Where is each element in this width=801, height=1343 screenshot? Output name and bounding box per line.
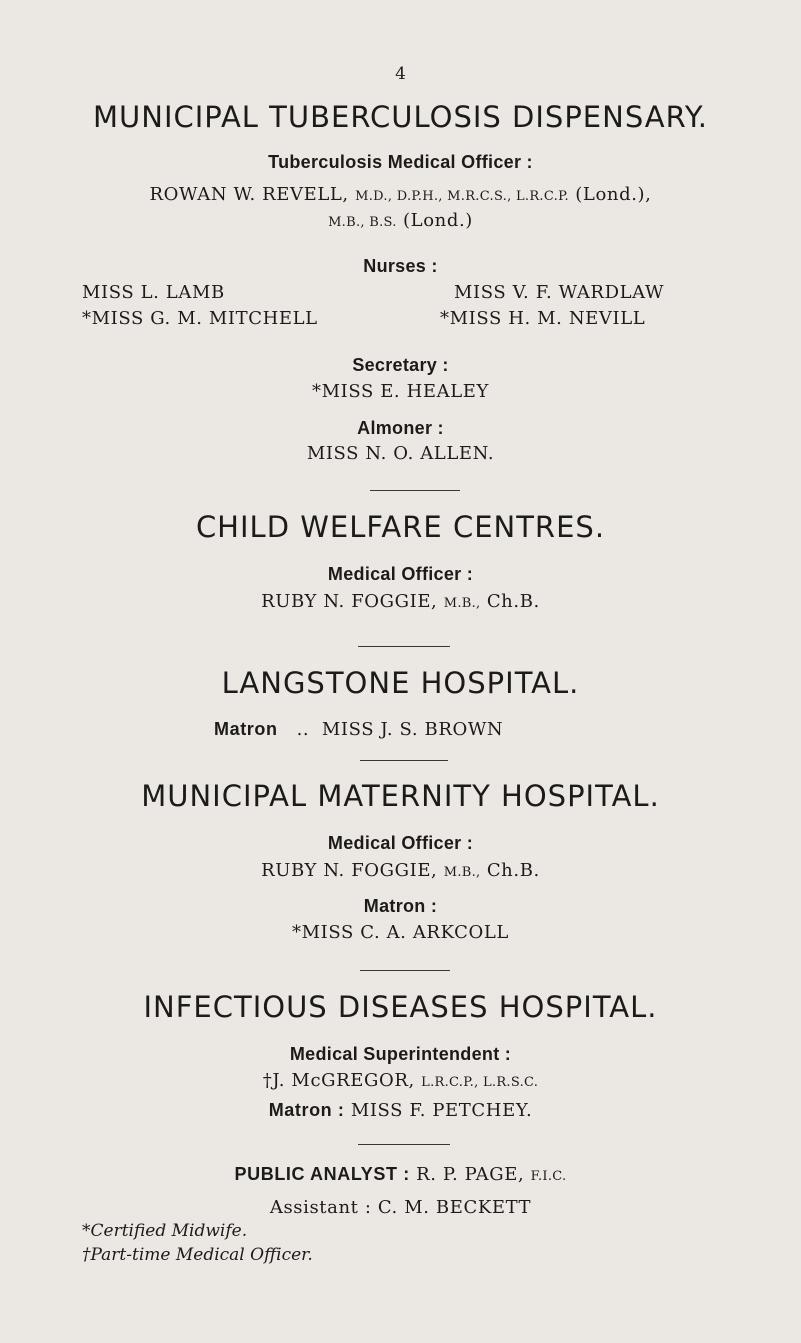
maternity-officer-chb: Ch.B.	[486, 860, 540, 881]
maternity-officer-label: Medical Officer :	[327, 833, 474, 853]
tb-officer-name: ROWAN W. REVELL,	[149, 184, 349, 205]
nurse-name: *MISS G. M. MITCHELL	[82, 308, 318, 329]
tb-dispensary-heading: MUNICIPAL TUBERCULOSIS DISPENSARY.	[93, 100, 708, 134]
maternity-matron-name: *MISS C. A. ARKCOLL	[292, 922, 509, 943]
analyst-quals: F.I.C.	[530, 1169, 567, 1184]
langstone-matron-dots: ..	[296, 719, 310, 740]
infectious-super-line	[0, 1070, 801, 1091]
tb-officer-line2	[0, 210, 801, 231]
langstone-matron-name: MISS J. S. BROWN	[321, 719, 504, 740]
nurses-label: Nurses :	[363, 256, 438, 276]
nurse-name: MISS L. LAMB	[82, 282, 225, 303]
cwc-officer-name: RUBY N. FOGGIE,	[261, 591, 438, 612]
langstone-matron-line	[214, 719, 503, 740]
tb-officer-lond: (Lond.),	[575, 184, 652, 205]
maternity-officer-name: RUBY N. FOGGIE,	[261, 860, 438, 881]
tb-officer-lond-2: (Lond.)	[403, 210, 473, 231]
analyst-name: R. P. PAGE,	[416, 1164, 525, 1185]
nurse-name: MISS V. F. WARDLAW	[454, 282, 665, 303]
secretary-name: *MISS E. HEALEY	[311, 381, 489, 402]
cwc-officer-quals: M.B.,	[443, 596, 481, 611]
langstone-heading: LANGSTONE HOSPITAL.	[221, 666, 580, 700]
maternity-officer-line	[0, 860, 801, 881]
tb-officer-label: Tuberculosis Medical Officer :	[268, 152, 533, 172]
assistant-label: Assistant :	[269, 1197, 372, 1218]
cwc-officer-chb: Ch.B.	[486, 591, 540, 612]
footnote-certified-midwife: *Certified Midwife.	[82, 1221, 248, 1241]
infectious-matron-line	[0, 1100, 801, 1121]
section-divider	[358, 646, 450, 647]
maternity-officer-quals: M.B.,	[443, 865, 481, 880]
almoner-name: MISS N. O. ALLEN.	[306, 443, 495, 464]
maternity-matron-label: Matron :	[363, 896, 438, 916]
tb-officer-quals: M.D., D.P.H., M.R.C.S., L.R.C.P.	[355, 189, 569, 204]
analyst-label: PUBLIC ANALYST :	[234, 1164, 410, 1184]
cwc-officer-label: Medical Officer :	[327, 564, 474, 584]
cwc-officer-line	[0, 591, 801, 612]
infectious-matron-name: MISS F. PETCHEY.	[350, 1100, 533, 1121]
footnote-part-time: †Part-time Medical Officer.	[82, 1245, 313, 1265]
assistant-line	[0, 1197, 801, 1218]
assistant-name: C. M. BECKETT	[377, 1197, 532, 1218]
section-divider	[360, 760, 448, 761]
section-divider	[360, 970, 450, 971]
page-number: 4	[395, 64, 406, 84]
child-welfare-heading: CHILD WELFARE CENTRES.	[195, 510, 606, 544]
nurse-name: *MISS H. M. NEVILL	[440, 308, 646, 329]
infectious-super-label: Medical Superintendent :	[289, 1044, 512, 1064]
infectious-super-quals: L.R.C.P., L.R.S.C.	[421, 1075, 539, 1090]
infectious-matron-label: Matron :	[268, 1100, 345, 1120]
infectious-heading: INFECTIOUS DISEASES HOSPITAL.	[143, 990, 658, 1024]
secretary-label: Secretary :	[352, 355, 449, 375]
tb-officer-quals-2: M.B., B.S.	[328, 215, 397, 230]
infectious-super-name: †J. McGREGOR,	[262, 1070, 415, 1091]
section-divider	[358, 1144, 450, 1145]
section-divider	[370, 490, 460, 491]
langstone-matron-label: Matron	[214, 719, 278, 739]
analyst-line	[0, 1164, 801, 1185]
maternity-heading: MUNICIPAL MATERNITY HOSPITAL.	[141, 779, 660, 813]
almoner-label: Almoner :	[357, 418, 444, 438]
tb-officer-line1	[0, 184, 801, 205]
